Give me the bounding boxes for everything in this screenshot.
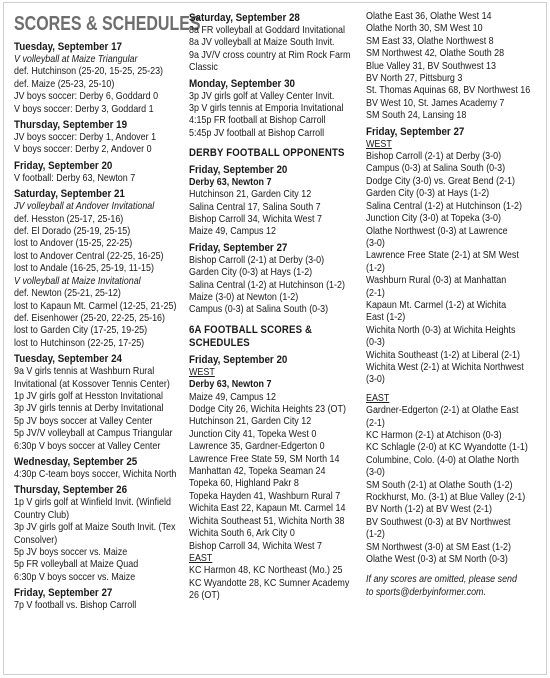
footer-note: to sports@derbyinformer.com. bbox=[366, 586, 486, 598]
entry-line: Dodge City 26, Wichita Heights 23 (OT) bbox=[189, 404, 346, 416]
entry-line: Manhattan 42, Topeka Seaman 24 bbox=[189, 466, 326, 478]
region-heading: EAST bbox=[189, 552, 213, 564]
entry-line: (2-1) bbox=[366, 417, 385, 429]
highlight-score: Derby 63, Newton 7 bbox=[189, 176, 272, 188]
entry-line: SM East 33, Olathe Northwest 8 bbox=[366, 35, 494, 47]
entry-line: 9a JV/V cross country at Rim Rock Farm bbox=[189, 49, 351, 61]
entry-line: lost to Andale (16-25, 25-19, 11-15) bbox=[14, 263, 154, 275]
entry-line: V boys soccer: Derby 3, Goddard 1 bbox=[14, 103, 154, 115]
date-heading: Friday, September 27 bbox=[14, 587, 113, 600]
entry-line: Junction City 41, Topeka West 0 bbox=[189, 428, 317, 440]
entry-line: 8a FR volleyball at Goddard Invitational bbox=[189, 25, 345, 36]
date-heading: Saturday, September 28 bbox=[189, 12, 300, 24]
entry-line: lost to Kapaun Mt. Carmel (12-25, 21-25) bbox=[14, 300, 177, 312]
entry-line: Maize 49, Campus 12 bbox=[189, 226, 276, 238]
entry-line: Rockhurst, Mo. (3-1) at Blue Valley (2-1) bbox=[366, 492, 526, 504]
entry-line: 4:30p C-team boys soccer, Wichita North bbox=[14, 468, 177, 480]
entry-line: lost to Garden City (17-25, 19-25) bbox=[14, 325, 148, 337]
entry-line: Campus (0-3) at Salina South (0-3) bbox=[366, 163, 506, 175]
entry-line: KC Harmon (2-1) at Atchison (0-3) bbox=[366, 430, 502, 441]
date-heading: Thursday, September 26 bbox=[14, 484, 128, 497]
date-heading: Tuesday, September 17 bbox=[14, 41, 122, 53]
entry-line: East (1-2) bbox=[366, 312, 406, 324]
date-heading: Thursday, September 19 bbox=[14, 119, 128, 132]
entry-line: Wichita West (2-1) at Wichita Northwest bbox=[366, 361, 524, 373]
date-heading: Friday, September 20 bbox=[14, 159, 113, 172]
entry-line: BV North 27, Pittsburg 3 bbox=[366, 73, 463, 85]
entry-line: Country Club) bbox=[14, 509, 70, 521]
entry-line: KC Schlagle (2-0) at KC Wyandotte (1-1) bbox=[366, 442, 528, 454]
section-heading: 6A FOOTBALL SCORES & bbox=[189, 323, 313, 336]
column-2-entries bbox=[189, 11, 363, 603]
date-heading: Friday, September 27 bbox=[189, 241, 288, 254]
entry-line: Wichita Southeast (1-2) at Liberal (2-1) bbox=[366, 349, 520, 361]
entry-line: Campus (0-3) at Salina South (0-3) bbox=[189, 304, 329, 316]
entry-line: SM Northwest (3-0) at SM East (1-2) bbox=[366, 541, 512, 553]
entry-line: BV West 10, St. James Academy 7 bbox=[366, 97, 505, 109]
highlight-score: Derby 63, Newton 7 bbox=[189, 379, 272, 391]
entry-line: JV boys soccer: Derby 6, Goddard 0 bbox=[14, 91, 159, 103]
entry-line: (3-0) bbox=[366, 237, 385, 249]
entry-line: 5:45p JV football at Bishop Carroll bbox=[189, 127, 325, 139]
entry-line: KC Harmon 48, KC Northeast (Mo.) 25 bbox=[189, 565, 343, 577]
entry-line: Bishop Carroll 34, Wichita West 7 bbox=[189, 213, 322, 225]
date-heading: Friday, September 27 bbox=[366, 125, 465, 138]
entry-line: Dodge City (3-0) vs. Great Bend (2-1) bbox=[366, 175, 515, 187]
entry-line: Salina Central 17, Salina South 7 bbox=[189, 201, 321, 213]
event-heading: V volleyball at Maize Invitational bbox=[14, 275, 141, 287]
column-2 bbox=[189, 11, 363, 603]
entry-line: Maize 49, Campus 12 bbox=[189, 391, 276, 403]
entry-line: Hutchinson 21, Garden City 12 bbox=[189, 416, 312, 428]
column-1-entries bbox=[14, 40, 184, 613]
entry-line: lost to Andover Central (22-25, 16-25) bbox=[14, 250, 164, 262]
entry-line: Olathe Northwest (0-3) at Lawrence bbox=[366, 225, 508, 237]
entry-line: Salina Central (1-2) at Hutchinson (1-2) bbox=[366, 200, 522, 212]
entry-line: BV Southwest (0-3) at BV Northwest bbox=[366, 516, 511, 528]
section-heading: DERBY FOOTBALL OPPONENTS bbox=[189, 147, 345, 160]
entry-line: KC Wyandotte 28, KC Sumner Academy bbox=[189, 577, 350, 589]
date-heading: Monday, September 30 bbox=[189, 77, 295, 90]
entry-line: Bishop Carroll (2-1) at Derby (3-0) bbox=[366, 151, 502, 163]
entry-line: Invitational (at Kossover Tennis Center) bbox=[14, 378, 170, 390]
entry-line: BV North (1-2) at BV West (2-1) bbox=[366, 504, 492, 516]
page-title: SCORES & SCHEDULES bbox=[14, 12, 201, 35]
entry-line: 26 (OT) bbox=[189, 590, 220, 602]
entry-line: Wichita North (0-3) at Wichita Heights bbox=[366, 324, 516, 336]
section-heading: SCHEDULES bbox=[189, 337, 250, 350]
entry-line: (0-3) bbox=[366, 337, 385, 349]
entry-line: JV boys soccer: Derby 1, Andover 1 bbox=[14, 132, 157, 144]
entry-line: Washburn Rural (0-3) at Manhattan bbox=[366, 275, 507, 287]
entry-line: Wichita Southeast 51, Wichita North 38 bbox=[189, 515, 345, 527]
entry-line: Classic bbox=[189, 62, 218, 74]
region-heading: EAST bbox=[366, 392, 390, 404]
entry-line: Olathe North 30, SM West 10 bbox=[366, 23, 483, 35]
footer-note: If any scores are omitted, please send bbox=[366, 574, 518, 586]
entry-line: Bishop Carroll 34, Wichita West 7 bbox=[189, 540, 322, 552]
entry-line: 1p JV girls golf at Hesston Invitational bbox=[14, 390, 164, 402]
entry-line: Columbine, Colo. (4-0) at Olathe North bbox=[366, 454, 519, 466]
entry-line: Topeka Hayden 41, Washburn Rural 7 bbox=[189, 490, 341, 502]
entry-line: def. Newton (25-21, 25-12) bbox=[14, 288, 121, 300]
entry-line: Lawrence Free State 59, SM North 14 bbox=[189, 453, 340, 465]
column-3 bbox=[366, 11, 546, 599]
date-heading: Wednesday, September 25 bbox=[14, 455, 138, 468]
entry-line: Lawrence 35, Gardner-Edgerton 0 bbox=[189, 441, 325, 453]
region-heading: WEST bbox=[189, 366, 215, 378]
entry-line: Blue Valley 31, BV Southwest 13 bbox=[366, 60, 496, 72]
entry-line: Hutchinson 21, Garden City 12 bbox=[189, 189, 312, 201]
entry-line: 5p JV/V volleyball at Campus Triangular bbox=[14, 428, 173, 440]
entry-line: 5p FR volleyball at Maize Quad bbox=[14, 559, 139, 571]
entry-line: 4:15p FR football at Bishop Carroll bbox=[189, 115, 326, 127]
entry-line: Wichita East 22, Kapaun Mt. Carmel 14 bbox=[189, 503, 346, 515]
event-heading: V volleyball at Maize Triangular bbox=[14, 54, 138, 65]
entry-line: Salina Central (1-2) at Hutchinson (1-2) bbox=[189, 279, 345, 291]
entry-line: Kapaun Mt. Carmel (1-2) at Wichita bbox=[366, 299, 507, 311]
entry-line: Olathe West (0-3) at SM North (0-3) bbox=[366, 554, 508, 566]
entry-line: 3p JV girls golf at Maize South Invit. (Tex bbox=[14, 522, 176, 534]
entry-line: 6:30p V boys soccer at Valley Center bbox=[14, 440, 161, 452]
entry-line: 3p JV girls golf at Valley Center Invit. bbox=[189, 90, 335, 102]
entry-line: Consolver) bbox=[14, 534, 58, 546]
entry-line: Wichita South 6, Ark City 0 bbox=[189, 528, 295, 540]
entry-line: 7p V football vs. Bishop Carroll bbox=[14, 600, 137, 612]
entry-line: SM Northwest 42, Olathe South 28 bbox=[366, 48, 505, 60]
entry-line: 5p JV boys soccer vs. Maize bbox=[14, 547, 128, 558]
entry-line: Junction City (3-0) at Topeka (3-0) bbox=[366, 213, 501, 225]
entry-line: Lawrence Free State (2-1) at SM West bbox=[366, 250, 519, 262]
entry-line: 3p V girls tennis at Emporia Invitational bbox=[189, 103, 344, 115]
entry-line: Maize (3-0) at Newton (1-2) bbox=[189, 292, 299, 303]
date-heading: Tuesday, September 24 bbox=[14, 353, 122, 366]
entry-line: lost to Andover (15-25, 22-25) bbox=[14, 238, 133, 250]
entry-line: Bishop Carroll (2-1) at Derby (3-0) bbox=[189, 254, 325, 266]
entry-line: Olathe East 36, Olathe West 14 bbox=[366, 11, 492, 22]
entry-line: Garden City (0-3) at Hays (1-2) bbox=[189, 267, 313, 279]
event-heading: JV volleyball at Andover Invitational bbox=[14, 201, 155, 213]
entry-line: (1-2) bbox=[366, 262, 385, 274]
entry-line: V football: Derby 63, Newton 7 bbox=[14, 172, 136, 184]
entry-line: (3-0) bbox=[366, 374, 385, 386]
entry-line: (2-1) bbox=[366, 287, 385, 299]
entry-line: 3p JV girls tennis at Derby Invitational bbox=[14, 403, 164, 415]
region-heading: WEST bbox=[366, 138, 392, 150]
date-heading: Friday, September 20 bbox=[189, 353, 288, 366]
entry-line: V boys soccer: Derby 2, Andover 0 bbox=[14, 144, 152, 156]
entry-line: 1p V girls golf at Winfield Invit. (Winfield bbox=[14, 497, 171, 509]
entry-line: def. Hesston (25-17, 25-16) bbox=[14, 213, 124, 225]
entry-line: (1-2) bbox=[366, 529, 385, 541]
date-heading: Friday, September 20 bbox=[189, 163, 288, 176]
entry-line: lost to Hutchinson (22-25, 17-25) bbox=[14, 337, 145, 349]
entry-line: Topeka 60, Highland Pakr 8 bbox=[189, 478, 299, 490]
entry-line: Gardner-Edgerton (2-1) at Olathe East bbox=[366, 405, 519, 417]
entry-line: def. Maize (25-23, 25-10) bbox=[14, 78, 115, 90]
entry-line: SM South (2-1) at Olathe South (1-2) bbox=[366, 479, 513, 491]
entry-line: St. Thomas Aquinas 68, BV Northwest 16 bbox=[366, 85, 531, 97]
entry-line: 5p JV boys soccer at Valley Center bbox=[14, 415, 153, 427]
entry-line: SM South 24, Lansing 18 bbox=[366, 110, 467, 122]
entry-line: (3-0) bbox=[366, 467, 385, 479]
entry-line: def. Eisenhower (25-20, 22-25, 25-16) bbox=[14, 312, 166, 324]
date-heading: Saturday, September 21 bbox=[14, 188, 125, 201]
entry-line: 9a V girls tennis at Washburn Rural bbox=[14, 366, 155, 378]
entry-line: Garden City (0-3) at Hays (1-2) bbox=[366, 188, 490, 200]
entry-line: def. Hutchinson (25-20, 15-25, 25-23) bbox=[14, 66, 164, 78]
entry-line: 6:30p V boys soccer vs. Maize bbox=[14, 571, 136, 583]
column-3-entries bbox=[366, 11, 546, 599]
entry-line: def. El Dorado (25-19, 25-15) bbox=[14, 226, 131, 238]
entry-line: 8a JV volleyball at Maize South Invit. bbox=[189, 37, 335, 49]
